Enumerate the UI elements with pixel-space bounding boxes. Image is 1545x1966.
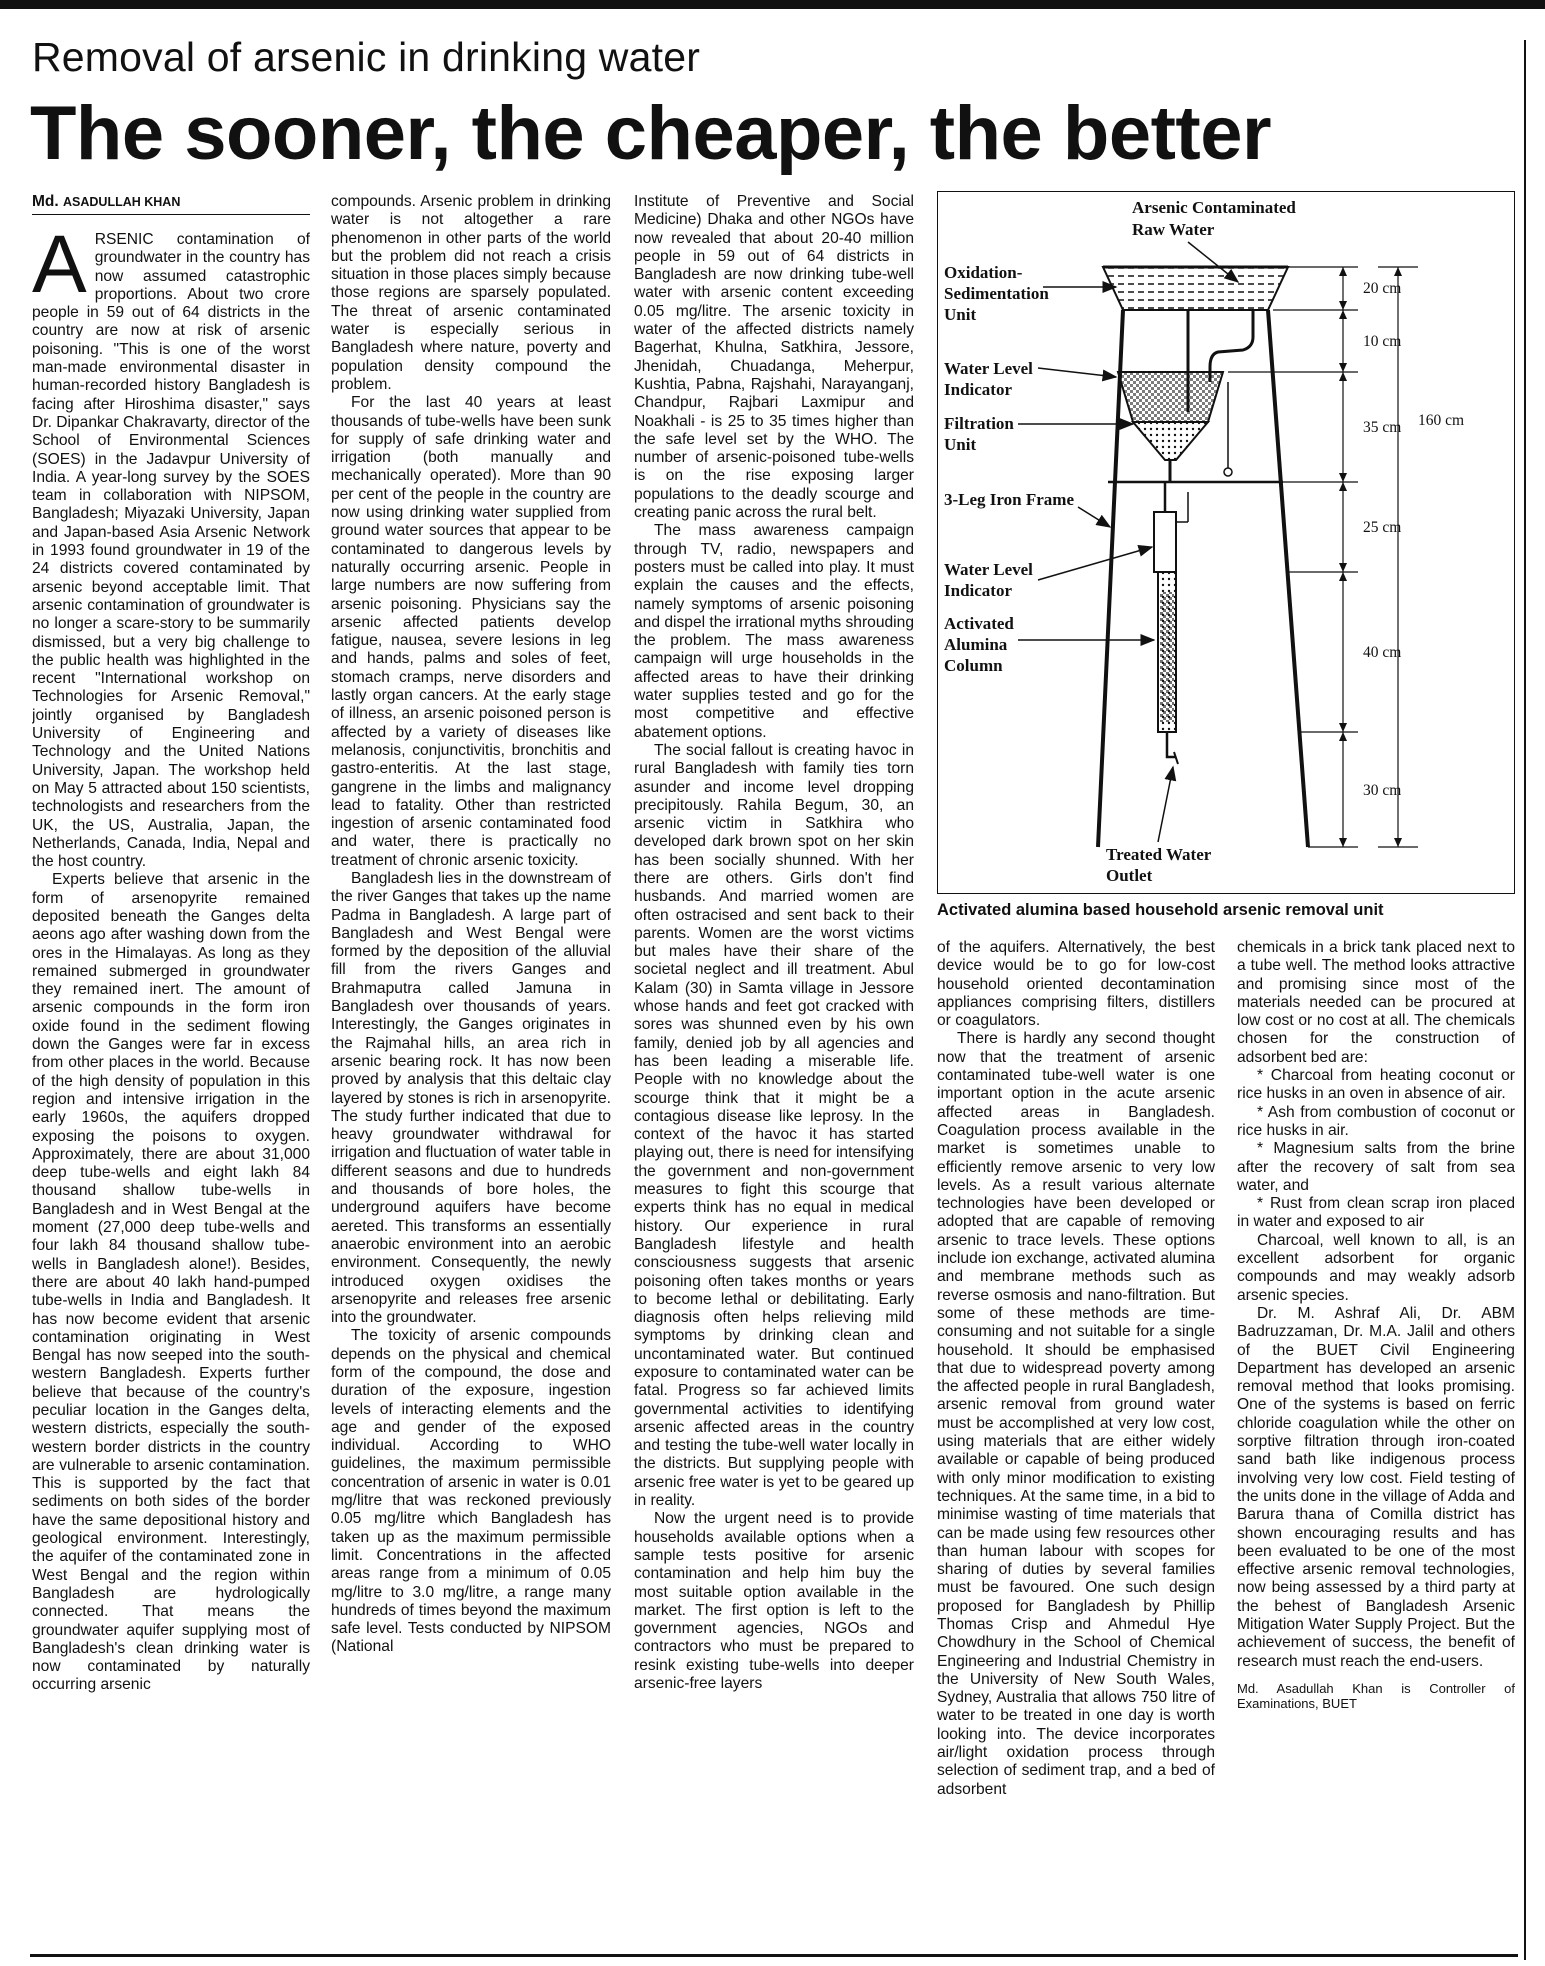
article-column-4 (937, 939, 1215, 1951)
right-column-rule (1524, 40, 1526, 1960)
oxidation-basin (1103, 267, 1288, 310)
article-column-5 (1237, 939, 1515, 1951)
paragraph: ARSENIC contamination of groundwater in the country has now assumed catastrophic proportions. About two crore people in 59 out of 64 districts in the country are now at risk of arsenic poisoning. "This is one of the worst man-made environmental disaster in human-recorded history Bangladesh is facing after Hiroshima disaster," says Dr. Dipankar Chakravarty, director of the School of Environmental Sciences (SOES) in the Jadavpur University of India. A year-long survey by the SOES team in collaboration with NIPSOM, Bangladesh; Miyazaki University, Japan and Japan-based Asia Arsenic Network in 1993 found groundwater in 19 of the 24 districts covered contaminated by arsenic beyond acceptable limit. That arsenic contamination of groundwater is no longer a scare-story to be summarily dismissed, but a very big challenge to the public health was highlighted in the recent "International workshop on Technologies for Arsenic Removal," jointly organised by Bangladesh University of Engineering and Technology and the United Nations University, Japan. The workshop held on May 5 attracted about 150 scientists, technologists and researchers from the UK, the US, Australia, Japan, the Netherlands, Canada, India, Nepal and the host country. (32, 231, 310, 871)
dim-35: 35 cm (1363, 419, 1402, 436)
figure-caption: Activated alumina based household arsenic removal unit (937, 901, 1384, 919)
svg-text:Unit: Unit (944, 305, 977, 324)
frame-leg-right (1268, 310, 1308, 847)
author-note: Md. Asadullah Khan is Controller of Examinations, BUET (1237, 1680, 1515, 1711)
drop-cap: A (32, 231, 87, 310)
paragraph: Experts believe that arsenic in the form of arsenopyrite remained deposited beneath the Ganges delta aeons ago after washing down from the ores in the Himalayas. As long as they remained submerged in groundwater they remained inert. The amount of arsenic compounds in the form iron oxide found in the sediment flowing down the Ganges were far in excess from other places in the world. Because of the high density of population in this region and intensive irrigation in the early 1960s, the aquifers dropped exposing the poisons to oxygen. Approximately, there are about 31,000 deep tube-wells and eight lakh 84 thousand shallow tube-wells in Bangladesh and in West Bengal at the moment (27,000 deep tube-wells and four lakh 84 thousand shallow tube-wells in Bangladesh alone!). Besides, there are about 40 lakh hand-pumped tube-wells in India and Bangladesh. It has now become evident that arsenic contamination originating in West Bengal has now seeped into the south-western Bangladesh. Experts further believe that because of the country's peculiar location in the Ganges delta, western districts, especially the south-western border districts in the country are vulnerable to arsenic contamination. This is supported by the fact that sediments on both sides of the border have the same depositional history and geological environment. Interestingly, the aquifer of the contaminated zone in West Bengal and the region within Bangladesh are hydrologically connected. That means the groundwater aquifer supplying most of Bangladesh's clean drinking water is now contaminated by naturally occurring arsenic (32, 871, 310, 1694)
article-column-1 (32, 231, 310, 1951)
paragraph: Now the urgent need is to provide households available options when a sample tests positive for arsenic contamination and help him buy the most suitable option available in the market. The first option is left to the government agencies, NGOs and contractors who must be prepared to resink existing tube-wells into deeper arsenic-free layers (634, 1510, 914, 1693)
label-outlet: Treated Water (1106, 845, 1212, 864)
label-water-level-1: Water Level (944, 359, 1033, 378)
paragraph: * Ash from combustion of coconut or rice husks in air. (1237, 1103, 1515, 1139)
paragraph: * Magnesium salts from the brine after the recovery of salt from sea water, and (1237, 1140, 1515, 1194)
dim-10: 10 cm (1363, 333, 1402, 350)
paragraph: compounds. Arsenic problem in drinking water is not altogether a rare phenomenon in other parts of the world but the problem did not reach a crisis situation in those places simply because those regions are sparsely populated. The threat of arsenic contaminated water is especially serious in Bangladesh where nature, poverty and population density compound the problem. (331, 193, 611, 393)
kicker: Removal of arsenic in drinking water (32, 34, 701, 80)
label-water-level-2: Water Level (944, 560, 1033, 579)
label-alumina: Activated (944, 614, 1014, 633)
paragraph: of the aquifers. Alternatively, the best device would be to go for low-cost household oriented decontamination appliances comprising filters, distillers or coagulators. (937, 939, 1215, 1030)
paragraph: Dr. M. Ashraf Ali, Dr. ABM Badruzzaman, Dr. M.A. Jalil and others of the BUET Civil Engineering Department has developed an arsenic removal method that looks promising. One of the systems is based on ferric chloride coagulation while the other on sorptive filtration through iron-coated sand bath like indigenous process involving very low cost. Field testing of the units done in the village of Adda and Barura thana of Comilla district has shown encouraging results and has been evaluated to be one of the most effective arsenic removal technologies, now being assessed by a third party at the behest of Bangladesh Arsenic Mitigation Water Supply Project. But the achievement of success, the benefit of research must reach the end-users. (1237, 1304, 1515, 1670)
label-frame: 3-Leg Iron Frame (944, 490, 1074, 509)
svg-text:Alumina: Alumina (944, 635, 1008, 654)
article-column-3 (634, 193, 914, 1951)
paragraph: * Rust from clean scrap iron placed in water and exposed to air (1237, 1195, 1515, 1231)
dim-total: 160 cm (1418, 412, 1465, 429)
svg-text:Column: Column (944, 656, 1003, 675)
paragraph: Bangladesh lies in the downstream of the river Ganges that takes up the name Padma in Bangladesh. A large part of Bangladesh and West Bengal were formed by the deposition of the alluvial fill from the rivers Ganges and Brahmaputra called Jamuna in Bangladesh over thousands of years. Interestingly, the Ganges originates in the Rajmahal hills, an area rich in arsenic bearing rock. It has now been proved by analysis that this deltaic clay layered by stones is rich in arsenopyrite. The study further indicated that due to heavy groundwater withdrawal for irrigation and fluctuation of water table in different seasons and due to hundreds and thousands of bore holes, the underground aquifers have become aereted. This transforms an essentially anaerobic environment into an aerobic environment. Consequently, the newly introduced oxygen oxidises the arsenopyrite and releases free arsenic into the groundwater. (331, 869, 611, 1327)
byline-prefix: Md. (32, 193, 63, 210)
svg-text:Sedimentation: Sedimentation (944, 284, 1049, 303)
label-raw-water-line1: Arsenic Contaminated (1132, 198, 1296, 217)
dim-20: 20 cm (1363, 280, 1402, 297)
article-column-2 (331, 193, 611, 1951)
column-upper (1154, 512, 1176, 572)
dimension-scale (1228, 267, 1418, 847)
svg-text:Unit: Unit (944, 435, 977, 454)
paragraph: chemicals in a brick tank placed next to a tube well. The method looks attractive and promising since most of the materials needed can be procured at low cost or no cost at all. The chemicals chosen for the construction of adsorbent bed are: (1237, 939, 1515, 1066)
label-filtration: Filtration (944, 414, 1014, 433)
dim-30: 30 cm (1363, 782, 1402, 799)
paragraph: * Charcoal from heating coconut or rice husks in an oven in absence of air. (1237, 1067, 1515, 1103)
paragraph: The mass awareness campaign through TV, radio, newspapers and posters must be called into play. It must explain the causes and the effects, namely symptoms of arsenic poisoning and dispel the irrational myths shrouding the problem. The mass awareness campaign will urge households in the affected areas to have their drinking water supplies tested and go for the most competitive and effective abatement options. (634, 522, 914, 741)
paragraph: There is hardly any second thought now that the treatment of arsenic contaminated tube-well water is one important option in the acute arsenic affected areas in Bangladesh. Coagulation process available in the market is sometimes unable to efficiently remove arsenic to very low levels. As a result various alternate technologies have been developed or adopted that are capable of removing arsenic to trace levels. These options include ion exchange, activated alumina and membrane methods such as reverse osmosis and nano-filtration. But some of these methods are time-consuming and not suitable for a single household. It should be emphasised that due to widespread poverty among the affected people in rural Bangladesh, arsenic removal from ground water must be accomplished at very low cost, using materials that are either widely available or capable of being produced with only minor modification to existing techniques. At the same time, in a bid to minimise wasting of time materials that can be made using few resources other than human labour with scopes for sharing of duties by several families must be favoured. One such design proposed for Bangladesh by Phillip Thomas Crisp and Ahmedul Hye Chowdhury in the School of Chemical Engineering and Industrial Chemistry in the University of New South Wales, Sydney, Australia that allows 750 litre of water to be treated in one day is worth looking into. The device incorporates air/light oxidation process through selection of sediment trap, and a bed of adsorbent (937, 1030, 1215, 1798)
top-rule (0, 0, 1545, 9)
paragraph: For the last 40 years at least thousands of tube-wells have been sunk for supply of safe drinking water and irrigation (both manually and mechanically operated). More than 90 per cent of the people in the country are now using drinking water supplied from ground water sources that appear to be contaminated to dangerous levels by naturally occurring arsenic. People in large numbers are now suffering from arsenic poisoning. Physicians say the arsenic affected patients develop fatigue, nausea, severe lesions in leg and hands, palms and soles of feet, stomach cramps, nerve disorders and lastly organ cancers. At the early stage of illness, an arsenic poisoned person is affected by a variety of diseases like melanosis, conjunctivitis, bronchitis and gastro-enteritis. At the last stage, gangrene in the limbs and malignancy lead to fatality. Other than restricted ingestion of arsenic contaminated food and water, there is practically no treatment of chronic arsenic toxicity. (331, 394, 611, 869)
diagram-figure (937, 191, 1515, 894)
frame-leg-left (1098, 310, 1123, 847)
svg-text:Indicator: Indicator (944, 581, 1012, 600)
byline (32, 193, 310, 215)
byline-name: ASADULLAH KHAN (63, 195, 181, 209)
dim-25: 25 cm (1363, 519, 1402, 536)
bottom-rule (30, 1954, 1518, 1957)
arsenic-removal-unit-diagram (938, 192, 1516, 895)
headline: The sooner, the cheaper, the better (30, 91, 1272, 176)
paragraph: Institute of Preventive and Social Medicine) Dhaka and other NGOs have now revealed that about 20-40 million people in 59 out of 64 districts in Bangladesh are now drinking tube-well water with arsenic content exceeding 0.05 mg/litre. The arsenic toxicity in water of the affected districts namely Bagerhat, Khulna, Satkhira, Jessore, Jhenidah, Chuadanga, Meherpur, Kushtia, Pabna, Rajshahi, Narayanganj, Chandpur, Rajbari Laxmipur and Noakhali - is 25 to 35 times higher than the safe level set by the WHO. The number of arsenic-poisoned tube-wells is on the rise exposing larger populations to the deadly scourge and creating panic across the rural belt. (634, 193, 914, 522)
paragraph: The social fallout is creating havoc in rural Bangladesh with family ties torn asunder and income level dropping precipitously. Rahila Begum, 30, an arsenic victim in Satkhira who developed dark brown spot on her skin has been socially shunned. With her there are others. Girls don't find husbands. And married women are often ostracised and sent back to their parents. Women are the worst victims but males have their share of the societal neglect and ill treatment. Abul Kalam (30) in Samta village in Jessore whose hands and feet got cracked with sores was shunned even by his own family, denied job by all agencies and has been leading a miserable life. People with no knowledge about the scourge think that it might be a contagious disease like leprosy. In the context of the havoc it has started playing out, there is need for intensifying the government and non-government measures to fight this scourge that experts think has no equal in medical history. Our experience in rural Bangladesh lifestyle and health consciousness suggests that arsenic poisoning often takes months or years to become lethal or debilitating. Early diagnosis often helps relieving mild symptoms by drinking clean and uncontaminated water. But continued exposure to contaminated water can be fatal. Progress so far achieved limits governmental activities to identifying arsenic affected areas in the country and testing the tube-well water locally in the districts. But supplying people with arsenic free water is yet to be geared up in reality. (634, 741, 914, 1510)
svg-text:Outlet: Outlet (1106, 866, 1153, 885)
dim-40: 40 cm (1363, 644, 1402, 661)
label-raw-water-line2: Raw Water (1132, 220, 1215, 239)
svg-text:Indicator: Indicator (944, 380, 1012, 399)
paragraph: Charcoal, well known to all, is an excellent adsorbent for organic compounds and may weakly adsorb arsenic species. (1237, 1231, 1515, 1304)
label-oxidation: Oxidation- (944, 263, 1023, 282)
paragraph: The toxicity of arsenic compounds depends on the physical and chemical form of the compound, the dose and duration of the exposure, ingestion levels of interacting elements and the age and gender of the exposed individual. According to WHO guidelines, the maximum permissible concentration of arsenic in water is 0.01 mg/litre that was reckoned previously 0.05 mg/litre which Bangladesh has taken up as the maximum permissible limit. Concentrations in the affected areas range from a minimum of 0.05 mg/litre to 3.0 mg/litre, a range many hundreds of times beyond the maximum safe level. Tests conducted by NIPSOM (National (331, 1327, 611, 1656)
filtration-bucket (1118, 372, 1223, 422)
